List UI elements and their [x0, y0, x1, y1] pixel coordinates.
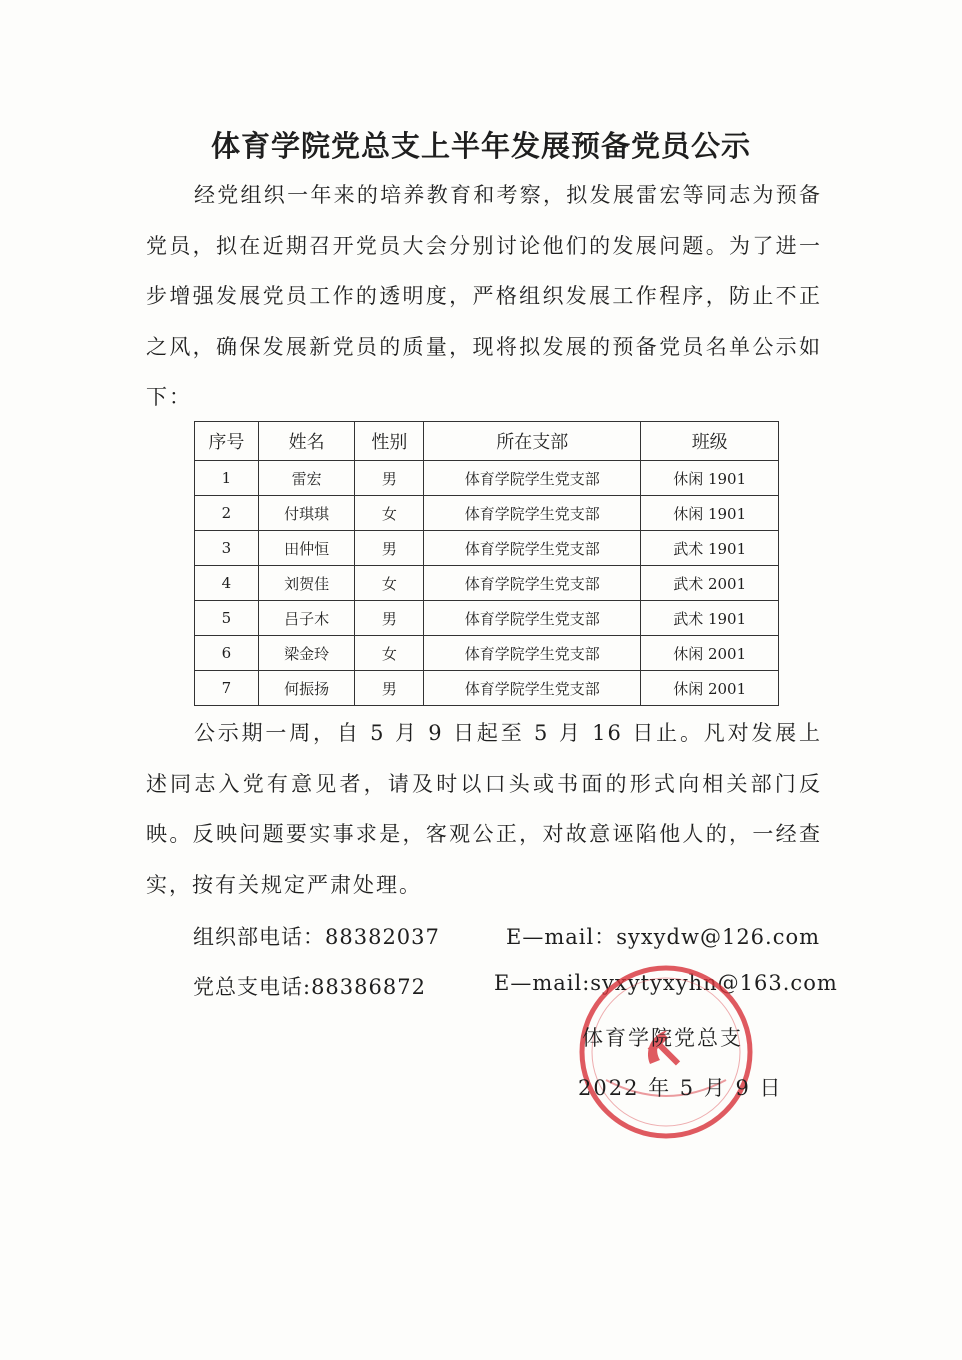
cell-index: 1: [195, 461, 259, 496]
cell-class: 武术 2001: [641, 566, 779, 601]
table-header-row: [195, 422, 779, 461]
cell-index: 7: [195, 671, 259, 706]
cell-branch: 体育学院学生党支部: [424, 671, 641, 706]
cell-gender: 男: [355, 461, 424, 496]
cell-index: 4: [195, 566, 259, 601]
cell-gender: 男: [355, 601, 424, 636]
cell-branch: 体育学院学生党支部: [424, 496, 641, 531]
cell-branch: 体育学院学生党支部: [424, 531, 641, 566]
table-row: [195, 531, 779, 566]
cell-class: 休闲 1901: [641, 461, 779, 496]
cell-index: 5: [195, 601, 259, 636]
table-row: [195, 461, 779, 496]
cell-gender: 男: [355, 671, 424, 706]
header-gender: 性别: [355, 422, 424, 461]
header-name: 姓名: [258, 422, 355, 461]
cell-branch: 体育学院学生党支部: [424, 636, 641, 671]
cell-class: 休闲 2001: [641, 636, 779, 671]
intro-paragraph: 经党组织一年来的培养教育和考察，拟发展雷宏等同志为预备党员，拟在近期召开党员大会分别讨论他们的发展问题。为了进一步增强发展党员工作的透明度，严格组织发展工作程序，防止不正之风，确保发展新党员的质量，现将拟发展的预备党员名单公示如下：: [146, 183, 822, 409]
closing-paragraph: 公示期一周，自 5 月 9 日起至 5 月 16 日止。凡对发展上述同志入党有意见者，请及时以口头或书面的形式向相关部门反映。反映问题要实事求是，客观公正，对故意诬陷他人的，一经查实，按有关规定严肃处理。: [146, 721, 822, 897]
cell-class: 休闲 2001: [641, 671, 779, 706]
branch-email: E—mail:syxytyxyhn@163.com: [494, 971, 838, 995]
cell-class: 休闲 1901: [641, 496, 779, 531]
cell-branch: 体育学院学生党支部: [424, 461, 641, 496]
header-branch: 所在支部: [424, 422, 641, 461]
org-email: E—mail：syxydw@126.com: [506, 925, 821, 949]
cell-branch: 体育学院学生党支部: [424, 601, 641, 636]
table-row: [195, 601, 779, 636]
cell-gender: 女: [355, 636, 424, 671]
org-phone: 组织部电话：88382037: [193, 925, 440, 949]
branch-phone: 党总支电话:88386872: [193, 975, 426, 999]
cell-index: 2: [195, 496, 259, 531]
cell-class: 武术 1901: [641, 531, 779, 566]
cell-name: 田仲恒: [258, 531, 355, 566]
table-row: [195, 496, 779, 531]
cell-branch: 体育学院学生党支部: [424, 566, 641, 601]
cell-gender: 女: [355, 496, 424, 531]
signature-org: 体育学院党总支: [582, 1026, 743, 1050]
cell-name: 吕子木: [258, 601, 355, 636]
cell-class: 武术 1901: [641, 601, 779, 636]
intro-section: [146, 170, 822, 423]
table-row: [195, 566, 779, 601]
cell-index: 6: [195, 636, 259, 671]
official-seal: [576, 962, 756, 1142]
cell-name: 梁金玲: [258, 636, 355, 671]
table-row: [195, 636, 779, 671]
table-row: [195, 671, 779, 706]
closing-section: [146, 708, 822, 910]
cell-name: 雷宏: [258, 461, 355, 496]
cell-name: 刘贺佳: [258, 566, 355, 601]
signature-date: 2022 年 5 月 9 日: [578, 1076, 783, 1100]
cell-name: 何振扬: [258, 671, 355, 706]
cell-index: 3: [195, 531, 259, 566]
header-class: 班级: [641, 422, 779, 461]
page-title: 体育学院党总支上半年发展预备党员公示: [210, 129, 751, 163]
cell-gender: 男: [355, 531, 424, 566]
candidate-table: [194, 421, 779, 706]
header-index: 序号: [195, 422, 259, 461]
cell-name: 付琪琪: [258, 496, 355, 531]
cell-gender: 女: [355, 566, 424, 601]
